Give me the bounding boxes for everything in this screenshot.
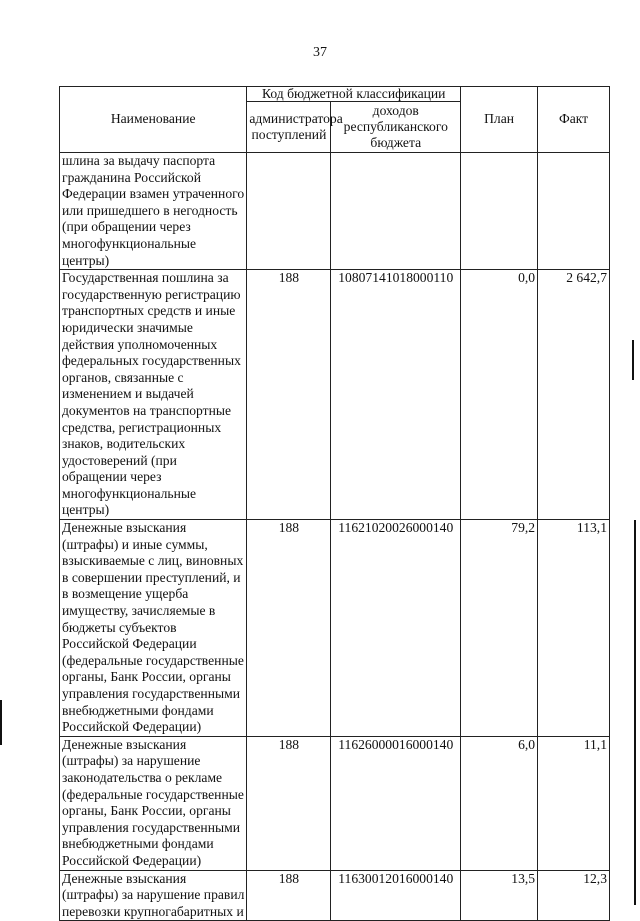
- row-admin-code: 188: [247, 520, 331, 737]
- page-number: 37: [313, 45, 327, 60]
- table-row: [60, 153, 610, 270]
- row-revenue-code: 11626000016000140: [331, 736, 461, 870]
- table-header-row: [60, 87, 610, 102]
- table-row: [60, 270, 610, 520]
- row-plan: 79,2: [461, 520, 538, 737]
- row-fact: 12,3: [538, 870, 610, 921]
- row-plan: 0,0: [461, 270, 538, 520]
- row-name: Денежные взыскания (штрафы) за нарушение правил перевозки крупногабаритных и: [60, 870, 247, 921]
- row-revenue-code: 11630012016000140: [331, 870, 461, 921]
- header-revenue: доходов республиканского бюджета: [331, 102, 461, 153]
- row-revenue-code: 10807141018000110: [331, 270, 461, 520]
- header-admin: администратора поступлений: [247, 102, 331, 153]
- row-revenue-code: 11621020026000140: [331, 520, 461, 737]
- scan-edge-mark: [0, 700, 2, 745]
- header-name: Наименование: [60, 87, 247, 153]
- table-row: [60, 870, 610, 921]
- budget-revenue-table: [59, 86, 610, 921]
- row-name: шлина за выдачу паспорта гражданина Российской Федерации взамен утраченного или пришедшего в негодность (при обращении через многофункциональные центры): [60, 153, 247, 270]
- row-plan: 13,5: [461, 870, 538, 921]
- row-fact: [538, 153, 610, 270]
- row-admin-code: 188: [247, 270, 331, 520]
- row-plan: 6,0: [461, 736, 538, 870]
- table-row: [60, 736, 610, 870]
- header-fact: Факт: [538, 87, 610, 153]
- row-name: Денежные взыскания (штрафы) за нарушение законодательства о рекламе (федеральные государственные органы, Банк России, органы управления государственными внебюджетными фондами Российской Федерации): [60, 736, 247, 870]
- row-admin-code: 188: [247, 736, 331, 870]
- row-fact: 2 642,7: [538, 270, 610, 520]
- scan-edge-mark: [632, 340, 634, 380]
- row-admin-code: [247, 153, 331, 270]
- row-name: Денежные взыскания (штрафы) и иные суммы, взыскиваемые с лиц, виновных в совершении преступлений, и в возмещение ущерба имуществу, зачисляемые в бюджеты субъектов Российской Федерации (федеральные государственные органы, Банк России, органы управления государственными внебюджетными фондами Российской Федерации): [60, 520, 247, 737]
- row-admin-code: 188: [247, 870, 331, 921]
- row-fact: 113,1: [538, 520, 610, 737]
- row-name: Государственная пошлина за государственную регистрацию транспортных средств и иные юридически значимые действия уполномоченных федеральных государственных органов, связанные с изменением и выдачей документов на транспортные средства, регистрационных знаков, водительских удостоверений (при обращении через многофункциональные центры): [60, 270, 247, 520]
- row-fact: 11,1: [538, 736, 610, 870]
- scan-edge-mark: [634, 520, 636, 905]
- header-code-group: Код бюджетной классификации: [247, 87, 461, 102]
- row-plan: [461, 153, 538, 270]
- header-plan: План: [461, 87, 538, 153]
- row-revenue-code: [331, 153, 461, 270]
- table-row: [60, 520, 610, 737]
